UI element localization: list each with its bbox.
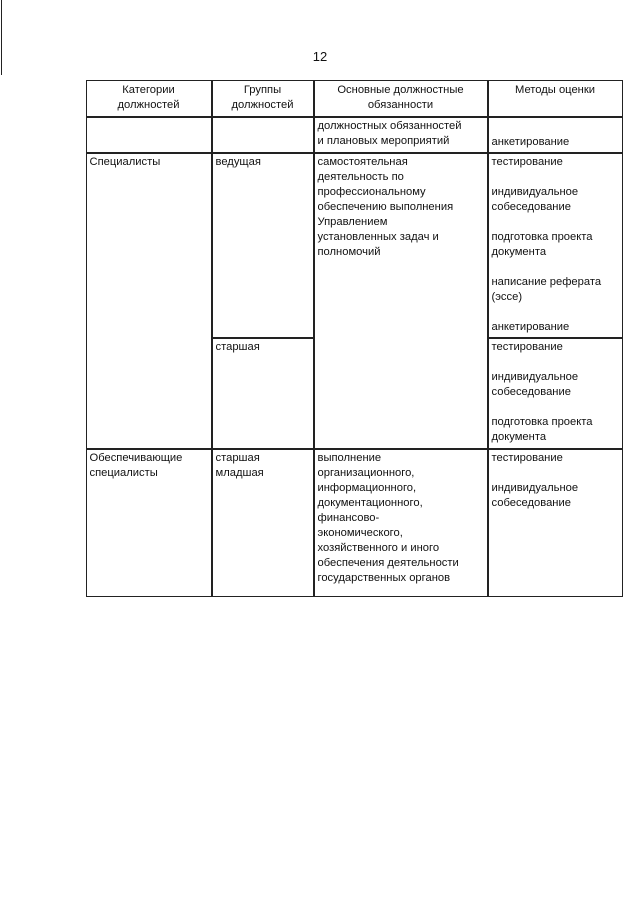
category-text: специалисты	[89, 466, 158, 479]
duties-text: Управлением	[317, 215, 388, 228]
continuation-method-cell	[488, 117, 623, 153]
duties-text: должностных обязанностей	[317, 119, 462, 132]
method-text: подготовка проекта	[491, 415, 593, 428]
header-text: обязанности	[367, 98, 434, 111]
duties-text: профессиональному	[317, 185, 426, 198]
spacer	[492, 305, 619, 320]
header-text: Группы	[243, 83, 282, 96]
duties-text: экономического,	[317, 526, 403, 539]
header-categories	[86, 80, 212, 117]
header-text: Категории	[122, 83, 175, 96]
group-text: ведущая	[215, 155, 261, 168]
header-groups	[212, 80, 314, 117]
method-text: документа	[491, 430, 547, 443]
spacer	[492, 170, 619, 185]
continuation-duties-cell	[314, 117, 488, 153]
method-text: тестирование	[491, 155, 563, 168]
duties-text: обеспечения деятельности	[317, 556, 459, 569]
method-text: тестирование	[491, 451, 563, 464]
header-methods	[488, 80, 623, 117]
duties-text: и плановых мероприятий	[317, 134, 450, 147]
method-text: индивидуальное	[491, 481, 579, 494]
support-methods-cell	[488, 449, 623, 597]
support-category-cell	[86, 449, 212, 597]
category-text: Обеспечивающие	[89, 451, 183, 464]
page-number: 12	[312, 49, 328, 64]
group-text: старшая	[215, 451, 260, 464]
method-text: собеседование	[491, 200, 571, 213]
specialists-duties-cell	[314, 153, 488, 449]
header-text: должностей	[231, 98, 294, 111]
leading-group-cell	[212, 153, 314, 338]
support-groups-cell	[212, 449, 314, 597]
spacer	[492, 466, 619, 481]
senior-methods-cell	[488, 338, 623, 449]
spacer	[492, 260, 619, 275]
specialists-category-cell	[86, 153, 212, 449]
duties-text: самостоятельная	[317, 155, 408, 168]
method-text: анкетирование	[491, 320, 570, 333]
category-text: Специалисты	[89, 155, 161, 168]
duties-text: деятельность по	[317, 170, 404, 183]
spacer	[492, 400, 619, 415]
spacer	[492, 215, 619, 230]
method-text: индивидуальное	[491, 185, 579, 198]
method-text: подготовка проекта	[491, 230, 593, 243]
duties-text: документационного,	[317, 496, 423, 509]
header-duties	[314, 80, 488, 117]
header-text: Методы оценки	[515, 83, 595, 96]
duties-text: полномочий	[317, 245, 381, 258]
spacer	[492, 355, 619, 370]
duties-text: хозяйственного и иного	[317, 541, 440, 554]
method-text: собеседование	[491, 496, 571, 509]
header-text: должностей	[117, 98, 180, 111]
method-text: собеседование	[491, 385, 571, 398]
group-text: младшая	[215, 466, 264, 479]
method-text: написание реферата	[491, 275, 602, 288]
senior-group-cell	[212, 338, 314, 449]
method-text: (эссе)	[491, 290, 523, 303]
duties-text: выполнение	[317, 451, 382, 464]
support-duties-cell	[314, 449, 488, 597]
continuation-category-cell	[86, 117, 212, 153]
method-text: анкетирование	[491, 135, 570, 148]
header-text: Основные должностные	[337, 83, 464, 96]
duties-text: установленных задач и	[317, 230, 439, 243]
group-text: старшая	[215, 340, 260, 353]
leading-methods-cell	[488, 153, 623, 338]
method-text: тестирование	[491, 340, 563, 353]
duties-text: информационного,	[317, 481, 417, 494]
duties-text: обеспечению выполнения	[317, 200, 454, 213]
duties-text: финансово-	[317, 511, 380, 524]
duties-text: государственных органов	[317, 571, 451, 584]
method-text: документа	[491, 245, 547, 258]
method-text: индивидуальное	[491, 370, 579, 383]
continuation-group-cell	[212, 117, 314, 153]
duties-text: организационного,	[317, 466, 415, 479]
